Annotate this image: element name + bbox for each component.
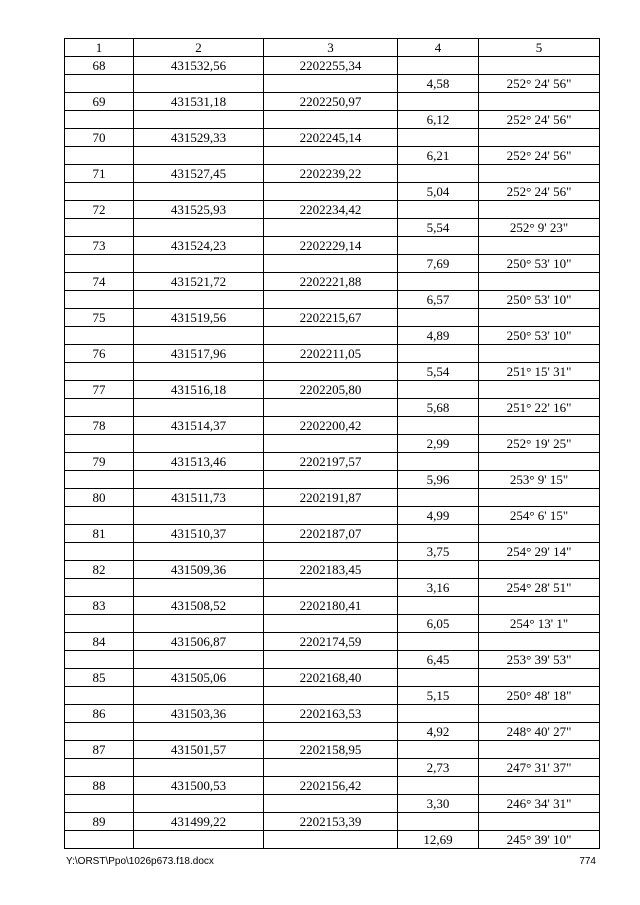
- segment-distance: 6,12: [398, 111, 479, 129]
- point-row: [65, 93, 600, 111]
- empty-cell: [65, 327, 134, 345]
- segment-angle: 251° 22' 16": [479, 399, 600, 417]
- empty-cell: [65, 615, 134, 633]
- point-x: 431521,72: [134, 273, 264, 291]
- point-x: 431500,53: [134, 777, 264, 795]
- point-number: 83: [65, 597, 134, 615]
- point-x: 431510,37: [134, 525, 264, 543]
- empty-cell: [134, 399, 264, 417]
- empty-cell: [65, 255, 134, 273]
- segment-angle: 252° 24' 56": [479, 183, 600, 201]
- empty-cell: [479, 669, 600, 687]
- empty-cell: [65, 831, 134, 849]
- point-y: 2202180,41: [264, 597, 398, 615]
- point-number: 89: [65, 813, 134, 831]
- empty-cell: [134, 507, 264, 525]
- point-row: [65, 273, 600, 291]
- empty-cell: [134, 615, 264, 633]
- header-cell-5: 5: [479, 39, 600, 57]
- empty-cell: [479, 417, 600, 435]
- segment-distance: 4,89: [398, 327, 479, 345]
- segment-angle: 252° 9' 23": [479, 219, 600, 237]
- empty-cell: [134, 435, 264, 453]
- segment-distance: 4,92: [398, 723, 479, 741]
- empty-cell: [398, 741, 479, 759]
- segment-row: [65, 831, 600, 849]
- segment-row: [65, 147, 600, 165]
- point-row: [65, 813, 600, 831]
- empty-cell: [479, 741, 600, 759]
- empty-cell: [398, 561, 479, 579]
- segment-distance: 2,73: [398, 759, 479, 777]
- empty-cell: [65, 507, 134, 525]
- segment-row: [65, 471, 600, 489]
- empty-cell: [65, 435, 134, 453]
- empty-cell: [65, 147, 134, 165]
- point-row: [65, 633, 600, 651]
- point-number: 80: [65, 489, 134, 507]
- empty-cell: [264, 507, 398, 525]
- point-y: 2202187,07: [264, 525, 398, 543]
- empty-cell: [134, 579, 264, 597]
- point-row: [65, 201, 600, 219]
- header-cell-1: 1: [65, 39, 134, 57]
- segment-row: [65, 435, 600, 453]
- empty-cell: [134, 363, 264, 381]
- point-number: 70: [65, 129, 134, 147]
- empty-cell: [264, 435, 398, 453]
- empty-cell: [65, 399, 134, 417]
- empty-cell: [134, 543, 264, 561]
- segment-distance: 4,99: [398, 507, 479, 525]
- point-number: 74: [65, 273, 134, 291]
- segment-angle: 250° 53' 10": [479, 255, 600, 273]
- empty-cell: [264, 75, 398, 93]
- point-y: 2202255,34: [264, 57, 398, 75]
- point-row: [65, 777, 600, 795]
- empty-cell: [65, 687, 134, 705]
- empty-cell: [264, 579, 398, 597]
- point-x: 431503,36: [134, 705, 264, 723]
- point-y: 2202168,40: [264, 669, 398, 687]
- point-y: 2202197,57: [264, 453, 398, 471]
- empty-cell: [479, 129, 600, 147]
- empty-cell: [134, 111, 264, 129]
- empty-cell: [264, 831, 398, 849]
- segment-distance: 5,04: [398, 183, 479, 201]
- header-cell-3: 3: [264, 39, 398, 57]
- segment-row: [65, 507, 600, 525]
- point-x: 431517,96: [134, 345, 264, 363]
- point-x: 431531,18: [134, 93, 264, 111]
- point-y: 2202183,45: [264, 561, 398, 579]
- point-y: 2202153,39: [264, 813, 398, 831]
- point-row: [65, 381, 600, 399]
- empty-cell: [479, 813, 600, 831]
- point-y: 2202245,14: [264, 129, 398, 147]
- empty-cell: [479, 489, 600, 507]
- segment-distance: 5,96: [398, 471, 479, 489]
- segment-row: [65, 759, 600, 777]
- empty-cell: [398, 669, 479, 687]
- empty-cell: [398, 201, 479, 219]
- coordinates-table: [64, 38, 600, 849]
- point-x: 431513,46: [134, 453, 264, 471]
- segment-row: [65, 687, 600, 705]
- segment-row: [65, 363, 600, 381]
- empty-cell: [264, 543, 398, 561]
- empty-cell: [479, 633, 600, 651]
- segment-distance: 6,05: [398, 615, 479, 633]
- segment-row: [65, 543, 600, 561]
- segment-distance: 5,54: [398, 219, 479, 237]
- segment-angle: 246° 34' 31": [479, 795, 600, 813]
- empty-cell: [264, 291, 398, 309]
- segment-angle: 252° 24' 56": [479, 75, 600, 93]
- header-cell-4: 4: [398, 39, 479, 57]
- segment-distance: 5,68: [398, 399, 479, 417]
- segment-row: [65, 219, 600, 237]
- empty-cell: [398, 381, 479, 399]
- empty-cell: [264, 471, 398, 489]
- point-row: [65, 417, 600, 435]
- point-number: 82: [65, 561, 134, 579]
- empty-cell: [134, 795, 264, 813]
- empty-cell: [134, 255, 264, 273]
- segment-angle: 250° 48' 18": [479, 687, 600, 705]
- empty-cell: [398, 525, 479, 543]
- point-x: 431519,56: [134, 309, 264, 327]
- segment-distance: 7,69: [398, 255, 479, 273]
- empty-cell: [264, 615, 398, 633]
- footer-file-path: Y:\ORST\Ppo\1026p673.f18.docx: [66, 856, 214, 867]
- point-number: 78: [65, 417, 134, 435]
- segment-row: [65, 183, 600, 201]
- empty-cell: [65, 363, 134, 381]
- empty-cell: [479, 381, 600, 399]
- segment-angle: 253° 39' 53": [479, 651, 600, 669]
- empty-cell: [398, 345, 479, 363]
- empty-cell: [134, 831, 264, 849]
- segment-row: [65, 291, 600, 309]
- empty-cell: [65, 471, 134, 489]
- point-y: 2202250,97: [264, 93, 398, 111]
- segment-angle: 254° 28' 51": [479, 579, 600, 597]
- segment-row: [65, 723, 600, 741]
- point-row: [65, 57, 600, 75]
- point-row: [65, 489, 600, 507]
- segment-angle: 252° 24' 56": [479, 147, 600, 165]
- point-number: 77: [65, 381, 134, 399]
- point-x: 431499,22: [134, 813, 264, 831]
- point-x: 431514,37: [134, 417, 264, 435]
- point-number: 73: [65, 237, 134, 255]
- segment-angle: 253° 9' 15": [479, 471, 600, 489]
- empty-cell: [398, 417, 479, 435]
- point-row: [65, 453, 600, 471]
- segment-distance: 5,54: [398, 363, 479, 381]
- point-number: 71: [65, 165, 134, 183]
- point-y: 2202211,05: [264, 345, 398, 363]
- segment-angle: 247° 31' 37": [479, 759, 600, 777]
- point-number: 69: [65, 93, 134, 111]
- empty-cell: [65, 183, 134, 201]
- segment-row: [65, 255, 600, 273]
- point-row: [65, 705, 600, 723]
- empty-cell: [479, 201, 600, 219]
- segment-angle: 250° 53' 10": [479, 291, 600, 309]
- point-x: 431516,18: [134, 381, 264, 399]
- empty-cell: [264, 255, 398, 273]
- empty-cell: [134, 75, 264, 93]
- segment-distance: 2,99: [398, 435, 479, 453]
- empty-cell: [65, 291, 134, 309]
- point-x: 431511,73: [134, 489, 264, 507]
- segment-row: [65, 399, 600, 417]
- point-x: 431509,36: [134, 561, 264, 579]
- segment-angle: 251° 15' 31": [479, 363, 600, 381]
- empty-cell: [398, 813, 479, 831]
- segment-row: [65, 75, 600, 93]
- empty-cell: [398, 237, 479, 255]
- empty-cell: [65, 111, 134, 129]
- empty-cell: [264, 651, 398, 669]
- empty-cell: [398, 165, 479, 183]
- empty-cell: [134, 471, 264, 489]
- point-x: 431527,45: [134, 165, 264, 183]
- header-cell-2: 2: [134, 39, 264, 57]
- point-row: [65, 597, 600, 615]
- empty-cell: [134, 291, 264, 309]
- empty-cell: [134, 651, 264, 669]
- empty-cell: [479, 597, 600, 615]
- segment-angle: 245° 39' 10": [479, 831, 600, 849]
- empty-cell: [398, 489, 479, 507]
- empty-cell: [398, 777, 479, 795]
- point-y: 2202229,14: [264, 237, 398, 255]
- point-number: 68: [65, 57, 134, 75]
- empty-cell: [479, 345, 600, 363]
- empty-cell: [479, 93, 600, 111]
- point-number: 81: [65, 525, 134, 543]
- point-number: 87: [65, 741, 134, 759]
- empty-cell: [479, 561, 600, 579]
- empty-cell: [65, 219, 134, 237]
- point-number: 88: [65, 777, 134, 795]
- empty-cell: [264, 147, 398, 165]
- point-number: 76: [65, 345, 134, 363]
- segment-row: [65, 651, 600, 669]
- point-row: [65, 345, 600, 363]
- segment-angle: 254° 6' 15": [479, 507, 600, 525]
- point-number: 72: [65, 201, 134, 219]
- point-y: 2202163,53: [264, 705, 398, 723]
- empty-cell: [479, 777, 600, 795]
- point-x: 431501,57: [134, 741, 264, 759]
- point-number: 79: [65, 453, 134, 471]
- point-row: [65, 165, 600, 183]
- segment-distance: 5,15: [398, 687, 479, 705]
- point-y: 2202158,95: [264, 741, 398, 759]
- point-y: 2202191,87: [264, 489, 398, 507]
- empty-cell: [479, 273, 600, 291]
- segment-angle: 250° 53' 10": [479, 327, 600, 345]
- segment-row: [65, 795, 600, 813]
- point-number: 75: [65, 309, 134, 327]
- header-row: [65, 39, 600, 57]
- segment-row: [65, 327, 600, 345]
- empty-cell: [264, 327, 398, 345]
- empty-cell: [134, 327, 264, 345]
- segment-angle: 248° 40' 27": [479, 723, 600, 741]
- segment-angle: 254° 13' 1": [479, 615, 600, 633]
- empty-cell: [264, 183, 398, 201]
- segment-distance: 6,57: [398, 291, 479, 309]
- empty-cell: [264, 687, 398, 705]
- empty-cell: [65, 723, 134, 741]
- empty-cell: [134, 723, 264, 741]
- segment-row: [65, 579, 600, 597]
- segment-distance: 3,75: [398, 543, 479, 561]
- empty-cell: [479, 57, 600, 75]
- point-row: [65, 741, 600, 759]
- empty-cell: [65, 759, 134, 777]
- point-y: 2202156,42: [264, 777, 398, 795]
- empty-cell: [134, 759, 264, 777]
- empty-cell: [479, 705, 600, 723]
- empty-cell: [479, 165, 600, 183]
- segment-distance: 6,45: [398, 651, 479, 669]
- empty-cell: [65, 579, 134, 597]
- point-x: 431529,33: [134, 129, 264, 147]
- segment-angle: 254° 29' 14": [479, 543, 600, 561]
- segment-row: [65, 615, 600, 633]
- empty-cell: [264, 363, 398, 381]
- empty-cell: [479, 453, 600, 471]
- point-row: [65, 237, 600, 255]
- empty-cell: [398, 57, 479, 75]
- empty-cell: [65, 795, 134, 813]
- point-y: 2202215,67: [264, 309, 398, 327]
- segment-distance: 12,69: [398, 831, 479, 849]
- empty-cell: [134, 219, 264, 237]
- segment-distance: 6,21: [398, 147, 479, 165]
- segment-angle: 252° 19' 25": [479, 435, 600, 453]
- empty-cell: [398, 633, 479, 651]
- empty-cell: [398, 93, 479, 111]
- empty-cell: [398, 453, 479, 471]
- empty-cell: [398, 705, 479, 723]
- point-y: 2202239,22: [264, 165, 398, 183]
- point-y: 2202234,42: [264, 201, 398, 219]
- empty-cell: [264, 759, 398, 777]
- point-y: 2202221,88: [264, 273, 398, 291]
- footer-page-number: 774: [579, 856, 596, 867]
- point-x: 431532,56: [134, 57, 264, 75]
- empty-cell: [264, 399, 398, 417]
- empty-cell: [65, 543, 134, 561]
- point-row: [65, 669, 600, 687]
- point-x: 431505,06: [134, 669, 264, 687]
- point-row: [65, 309, 600, 327]
- segment-distance: 3,16: [398, 579, 479, 597]
- point-y: 2202205,80: [264, 381, 398, 399]
- point-number: 85: [65, 669, 134, 687]
- point-x: 431508,52: [134, 597, 264, 615]
- empty-cell: [264, 219, 398, 237]
- empty-cell: [134, 147, 264, 165]
- empty-cell: [398, 597, 479, 615]
- empty-cell: [398, 309, 479, 327]
- empty-cell: [264, 111, 398, 129]
- point-row: [65, 561, 600, 579]
- empty-cell: [134, 183, 264, 201]
- empty-cell: [264, 795, 398, 813]
- empty-cell: [264, 723, 398, 741]
- point-x: 431506,87: [134, 633, 264, 651]
- point-number: 86: [65, 705, 134, 723]
- segment-row: [65, 111, 600, 129]
- empty-cell: [398, 129, 479, 147]
- empty-cell: [479, 525, 600, 543]
- point-y: 2202200,42: [264, 417, 398, 435]
- segment-distance: 3,30: [398, 795, 479, 813]
- segment-distance: 4,58: [398, 75, 479, 93]
- point-y: 2202174,59: [264, 633, 398, 651]
- point-number: 84: [65, 633, 134, 651]
- point-x: 431524,23: [134, 237, 264, 255]
- empty-cell: [479, 237, 600, 255]
- segment-angle: 252° 24' 56": [479, 111, 600, 129]
- point-row: [65, 129, 600, 147]
- empty-cell: [134, 687, 264, 705]
- empty-cell: [398, 273, 479, 291]
- empty-cell: [65, 651, 134, 669]
- empty-cell: [65, 75, 134, 93]
- point-x: 431525,93: [134, 201, 264, 219]
- point-row: [65, 525, 600, 543]
- empty-cell: [479, 309, 600, 327]
